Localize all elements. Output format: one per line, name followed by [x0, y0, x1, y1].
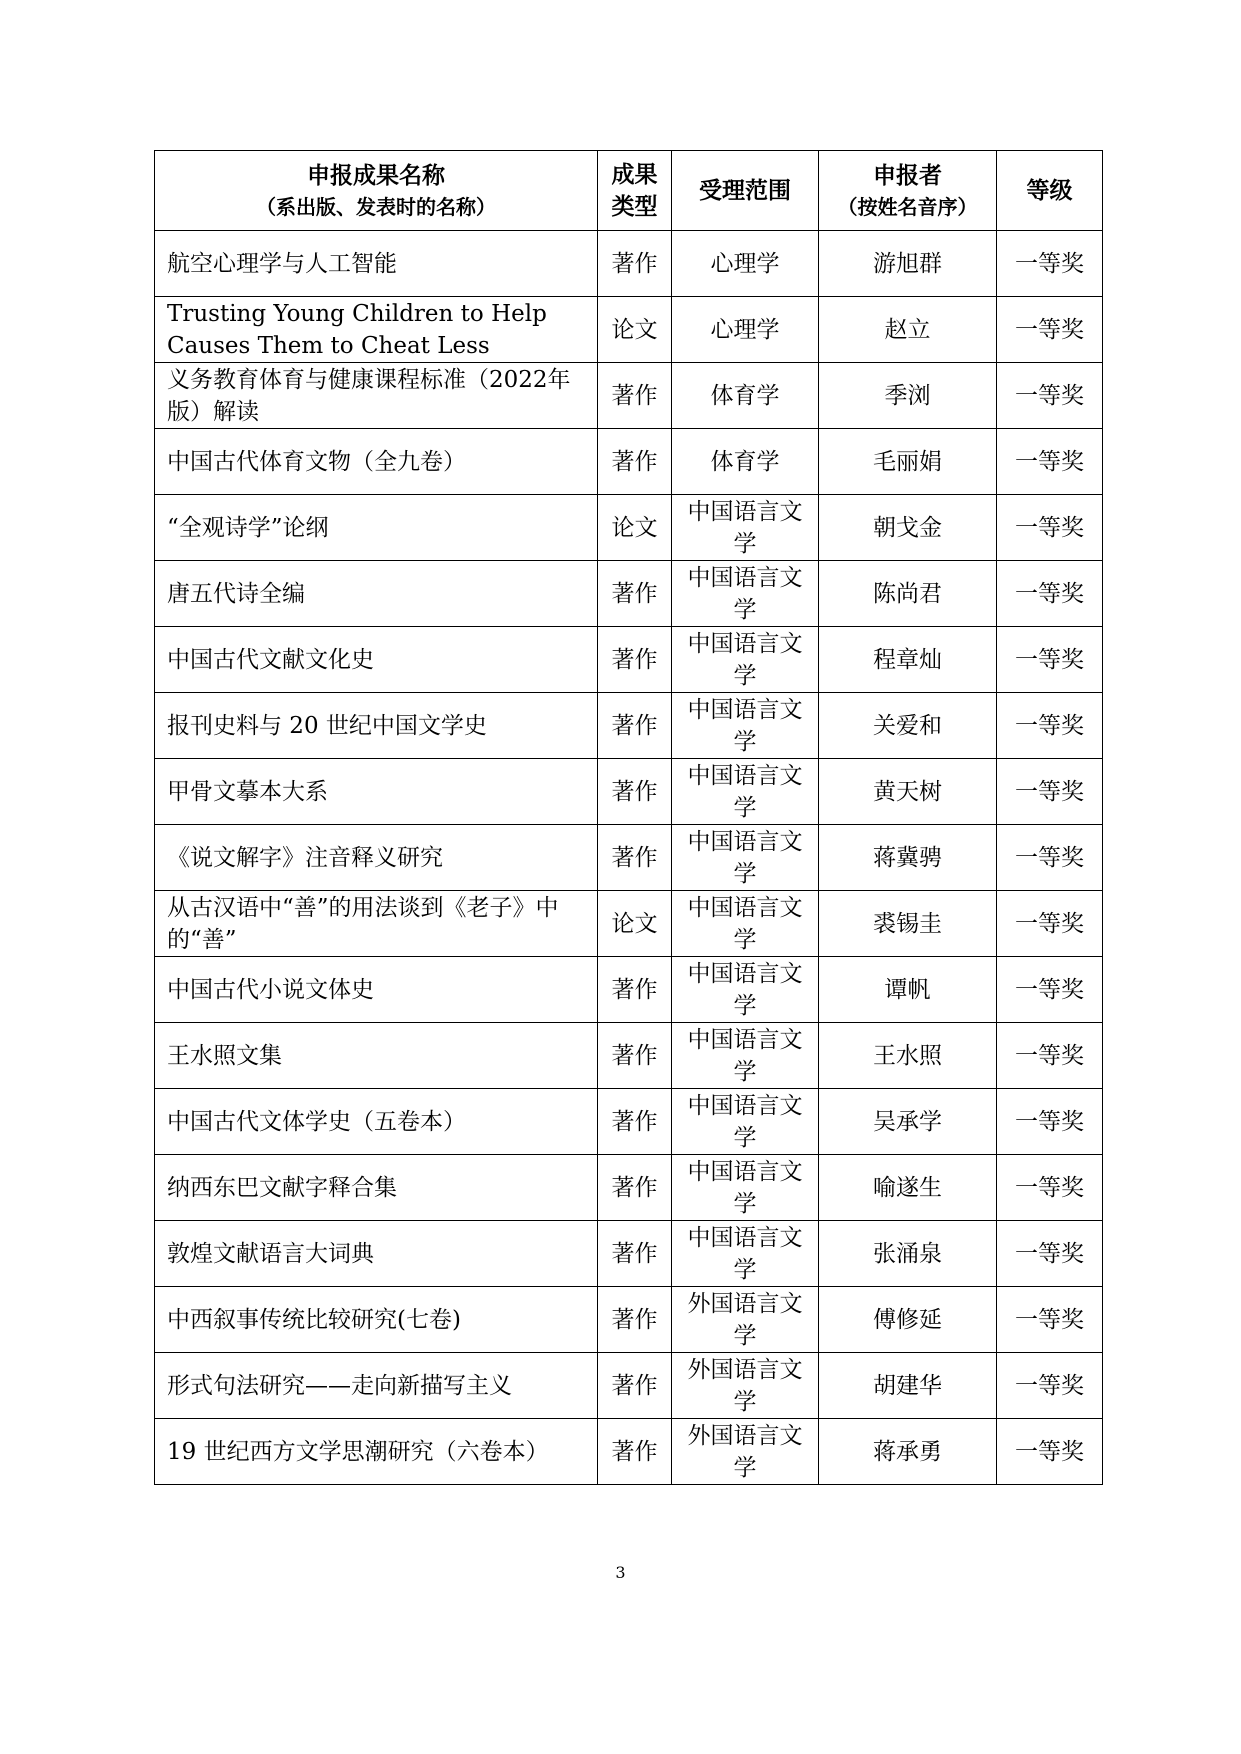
header-title	[155, 151, 598, 231]
award-table	[154, 150, 1103, 1485]
cell-scope: 中国语言文学	[672, 1023, 819, 1089]
cell-title: 中国古代小说文体史	[155, 957, 598, 1023]
table-row	[155, 891, 1103, 957]
cell-level: 一等奖	[997, 363, 1103, 429]
cell-author: 黄天树	[819, 759, 997, 825]
cell-scope: 心理学	[672, 297, 819, 363]
table-row	[155, 1023, 1103, 1089]
cell-author: 陈尚君	[819, 561, 997, 627]
table-row	[155, 363, 1103, 429]
table-row	[155, 1089, 1103, 1155]
table-row	[155, 825, 1103, 891]
cell-level: 一等奖	[997, 297, 1103, 363]
cell-title: 中国古代体育文物（全九卷）	[155, 429, 598, 495]
cell-title: 唐五代诗全编	[155, 561, 598, 627]
cell-title: 敦煌文献语言大词典	[155, 1221, 598, 1287]
cell-type: 著作	[598, 693, 672, 759]
cell-scope: 外国语言文学	[672, 1353, 819, 1419]
cell-title: 中西叙事传统比较研究(七卷)	[155, 1287, 598, 1353]
cell-type: 著作	[598, 1353, 672, 1419]
cell-level: 一等奖	[997, 1287, 1103, 1353]
cell-author: 季浏	[819, 363, 997, 429]
cell-type: 著作	[598, 759, 672, 825]
cell-author: 喻遂生	[819, 1155, 997, 1221]
cell-author: 赵立	[819, 297, 997, 363]
cell-level: 一等奖	[997, 957, 1103, 1023]
cell-scope: 中国语言文学	[672, 1089, 819, 1155]
cell-scope: 体育学	[672, 363, 819, 429]
cell-scope: 外国语言文学	[672, 1419, 819, 1485]
cell-title: 报刊史料与 20 世纪中国文学史	[155, 693, 598, 759]
cell-type: 著作	[598, 1287, 672, 1353]
cell-level: 一等奖	[997, 693, 1103, 759]
cell-title: 从古汉语中“善”的用法谈到《老子》中的“善”	[155, 891, 598, 957]
cell-level: 一等奖	[997, 1353, 1103, 1419]
table-row	[155, 957, 1103, 1023]
cell-title: 王水照文集	[155, 1023, 598, 1089]
cell-level: 一等奖	[997, 495, 1103, 561]
cell-title: 义务教育体育与健康课程标准（2022年版）解读	[155, 363, 598, 429]
cell-level: 一等奖	[997, 891, 1103, 957]
cell-scope: 中国语言文学	[672, 891, 819, 957]
cell-title: 《说文解字》注音释义研究	[155, 825, 598, 891]
cell-author: 蒋冀骋	[819, 825, 997, 891]
cell-title: 航空心理学与人工智能	[155, 231, 598, 297]
cell-type: 著作	[598, 561, 672, 627]
cell-type: 著作	[598, 1089, 672, 1155]
cell-title: 纳西东巴文献字释合集	[155, 1155, 598, 1221]
table-row	[155, 495, 1103, 561]
cell-type: 著作	[598, 1155, 672, 1221]
cell-author: 裘锡圭	[819, 891, 997, 957]
cell-type: 论文	[598, 891, 672, 957]
cell-type: 著作	[598, 1419, 672, 1485]
table-body	[155, 231, 1103, 1485]
cell-type: 著作	[598, 825, 672, 891]
cell-author: 游旭群	[819, 231, 997, 297]
header-level: 等级	[997, 151, 1103, 231]
table-row	[155, 627, 1103, 693]
cell-level: 一等奖	[997, 1155, 1103, 1221]
cell-type: 著作	[598, 1221, 672, 1287]
cell-level: 一等奖	[997, 1023, 1103, 1089]
cell-type: 论文	[598, 297, 672, 363]
cell-scope: 心理学	[672, 231, 819, 297]
cell-type: 著作	[598, 957, 672, 1023]
cell-author: 朝戈金	[819, 495, 997, 561]
header-type: 成果类型	[598, 151, 672, 231]
cell-scope: 中国语言文学	[672, 957, 819, 1023]
cell-title: 中国古代文献文化史	[155, 627, 598, 693]
table-row	[155, 693, 1103, 759]
table-row	[155, 1221, 1103, 1287]
cell-scope: 中国语言文学	[672, 1155, 819, 1221]
cell-title: “全观诗学”论纲	[155, 495, 598, 561]
cell-scope: 中国语言文学	[672, 825, 819, 891]
header-author-sub: （按姓名音序）	[837, 194, 978, 219]
cell-level: 一等奖	[997, 627, 1103, 693]
cell-level: 一等奖	[997, 759, 1103, 825]
cell-scope: 中国语言文学	[672, 1221, 819, 1287]
cell-level: 一等奖	[997, 429, 1103, 495]
cell-title: 中国古代文体学史（五卷本）	[155, 1089, 598, 1155]
table-row	[155, 759, 1103, 825]
cell-type: 著作	[598, 363, 672, 429]
cell-title: Trusting Young Children to Help Causes Them to Cheat Less	[155, 297, 598, 363]
cell-type: 著作	[598, 429, 672, 495]
table-row	[155, 231, 1103, 297]
table-row	[155, 429, 1103, 495]
header-author-main: 申报者	[873, 162, 942, 189]
table-row	[155, 561, 1103, 627]
cell-title: 19 世纪西方文学思潮研究（六卷本）	[155, 1419, 598, 1485]
cell-scope: 中国语言文学	[672, 561, 819, 627]
cell-scope: 外国语言文学	[672, 1287, 819, 1353]
cell-scope: 中国语言文学	[672, 693, 819, 759]
cell-author: 吴承学	[819, 1089, 997, 1155]
table-row	[155, 1419, 1103, 1485]
cell-level: 一等奖	[997, 825, 1103, 891]
cell-author: 张涌泉	[819, 1221, 997, 1287]
header-title-sub: （系出版、发表时的名称）	[256, 194, 496, 219]
cell-level: 一等奖	[997, 561, 1103, 627]
cell-author: 胡建华	[819, 1353, 997, 1419]
cell-scope: 中国语言文学	[672, 627, 819, 693]
header-title-main: 申报成果名称	[307, 162, 445, 189]
cell-author: 谭帆	[819, 957, 997, 1023]
cell-author: 毛丽娟	[819, 429, 997, 495]
cell-title: 形式句法研究——走向新描写主义	[155, 1353, 598, 1419]
cell-scope: 体育学	[672, 429, 819, 495]
cell-author: 王水照	[819, 1023, 997, 1089]
cell-scope: 中国语言文学	[672, 759, 819, 825]
cell-level: 一等奖	[997, 1089, 1103, 1155]
cell-type: 论文	[598, 495, 672, 561]
table-row	[155, 1155, 1103, 1221]
cell-scope: 中国语言文学	[672, 495, 819, 561]
header-author	[819, 151, 997, 231]
table-header-row	[155, 151, 1103, 231]
header-scope: 受理范围	[672, 151, 819, 231]
cell-author: 关爱和	[819, 693, 997, 759]
cell-type: 著作	[598, 1023, 672, 1089]
cell-author: 蒋承勇	[819, 1419, 997, 1485]
cell-author: 程章灿	[819, 627, 997, 693]
table-row	[155, 297, 1103, 363]
cell-level: 一等奖	[997, 231, 1103, 297]
page-number: 3	[615, 1563, 626, 1582]
table-row	[155, 1287, 1103, 1353]
cell-level: 一等奖	[997, 1419, 1103, 1485]
cell-type: 著作	[598, 231, 672, 297]
cell-author: 傅修延	[819, 1287, 997, 1353]
cell-title: 甲骨文摹本大系	[155, 759, 598, 825]
cell-type: 著作	[598, 627, 672, 693]
cell-level: 一等奖	[997, 1221, 1103, 1287]
table-row	[155, 1353, 1103, 1419]
